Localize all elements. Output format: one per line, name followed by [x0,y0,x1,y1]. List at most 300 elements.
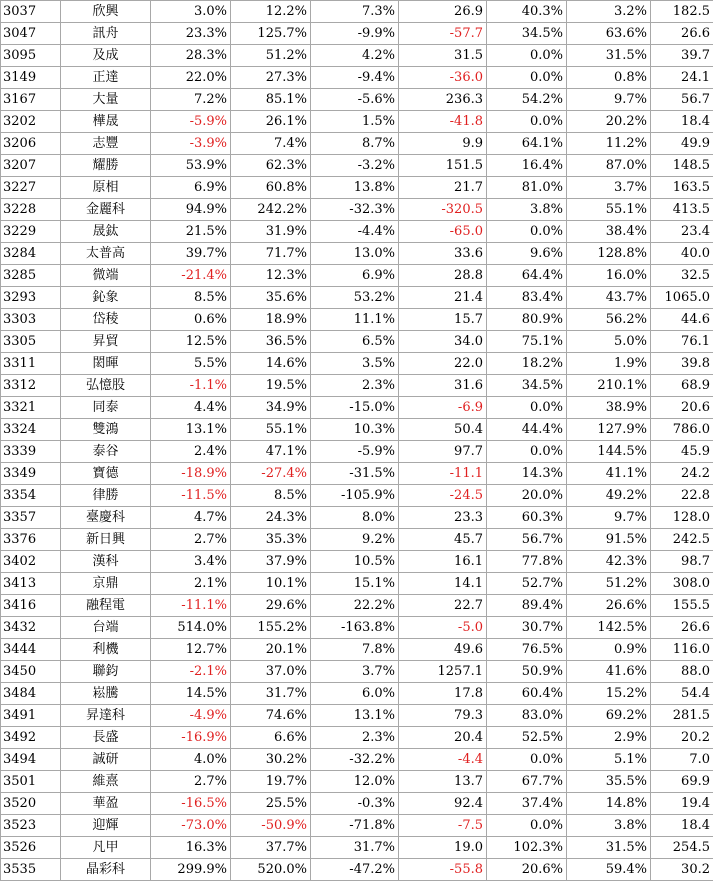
stock-code-cell: 3227 [1,177,61,199]
value-cell-1: -5.9% [151,111,231,133]
value-cell-5: 64.4% [487,265,567,287]
value-cell-1: 6.9% [151,177,231,199]
value-cell-7: 308.0 [651,573,713,595]
stock-name-cell: 寶德 [61,463,151,485]
table-row [1,67,713,89]
stock-code-cell: 3321 [1,397,61,419]
value-cell-6: 43.7% [567,287,651,309]
value-cell-2: 26.1% [231,111,311,133]
value-cell-4: 236.3 [399,89,487,111]
value-cell-4: 9.9 [399,133,487,155]
table-row [1,485,713,507]
value-cell-6: 3.8% [567,815,651,837]
value-cell-6: 26.6% [567,595,651,617]
stock-code-cell: 3207 [1,155,61,177]
stock-code-cell: 3285 [1,265,61,287]
table-row [1,199,713,221]
value-cell-6: 3.7% [567,177,651,199]
value-cell-1: -2.1% [151,661,231,683]
value-cell-6: 14.8% [567,793,651,815]
value-cell-6: 2.9% [567,727,651,749]
stock-code-cell: 3444 [1,639,61,661]
value-cell-6: 3.2% [567,1,651,23]
value-cell-4: 49.6 [399,639,487,661]
value-cell-5: 76.5% [487,639,567,661]
table-row [1,661,713,683]
value-cell-2: 25.5% [231,793,311,815]
value-cell-7: 26.6 [651,617,713,639]
value-cell-3: 53.2% [311,287,399,309]
value-cell-2: -50.9% [231,815,311,837]
value-cell-3: -15.0% [311,397,399,419]
table-row [1,705,713,727]
value-cell-1: 4.0% [151,749,231,771]
value-cell-2: 35.6% [231,287,311,309]
value-cell-4: -7.5 [399,815,487,837]
value-cell-7: 7.0 [651,749,713,771]
value-cell-7: 1065.0 [651,287,713,309]
value-cell-5: 60.4% [487,683,567,705]
value-cell-2: 12.2% [231,1,311,23]
value-cell-4: 20.4 [399,727,487,749]
value-cell-7: 68.9 [651,375,713,397]
value-cell-7: 88.0 [651,661,713,683]
stock-name-cell: 昇達科 [61,705,151,727]
table-row [1,23,713,45]
value-cell-2: 12.3% [231,265,311,287]
stock-name-cell: 欣興 [61,1,151,23]
value-cell-1: 3.4% [151,551,231,573]
value-cell-6: 38.9% [567,397,651,419]
value-cell-5: 89.4% [487,595,567,617]
stock-code-cell: 3535 [1,859,61,881]
value-cell-1: 4.7% [151,507,231,529]
stock-name-cell: 金麗科 [61,199,151,221]
value-cell-2: 35.3% [231,529,311,551]
value-cell-3: -47.2% [311,859,399,881]
value-cell-6: 9.7% [567,507,651,529]
stock-code-cell: 3357 [1,507,61,529]
table-row [1,749,713,771]
value-cell-4: 34.0 [399,331,487,353]
value-cell-5: 34.5% [487,23,567,45]
value-cell-5: 0.0% [487,815,567,837]
value-cell-5: 64.1% [487,133,567,155]
stock-code-cell: 3491 [1,705,61,727]
value-cell-1: 7.2% [151,89,231,111]
value-cell-4: 15.7 [399,309,487,331]
value-cell-1: -21.4% [151,265,231,287]
value-cell-7: 786.0 [651,419,713,441]
value-cell-2: 62.3% [231,155,311,177]
value-cell-5: 50.9% [487,661,567,683]
value-cell-1: 4.4% [151,397,231,419]
table-row [1,595,713,617]
stock-name-cell: 太普高 [61,243,151,265]
value-cell-3: 1.5% [311,111,399,133]
value-cell-2: 60.8% [231,177,311,199]
value-cell-3: 15.1% [311,573,399,595]
stock-code-cell: 3349 [1,463,61,485]
value-cell-6: 41.1% [567,463,651,485]
value-cell-5: 67.7% [487,771,567,793]
value-cell-5: 14.3% [487,463,567,485]
stock-code-cell: 3303 [1,309,61,331]
stock-name-cell: 迎輝 [61,815,151,837]
stock-name-cell: 岱稜 [61,309,151,331]
value-cell-5: 77.8% [487,551,567,573]
value-cell-1: 21.5% [151,221,231,243]
value-cell-7: 49.9 [651,133,713,155]
value-cell-1: 39.7% [151,243,231,265]
stock-name-cell: 晟鈦 [61,221,151,243]
stock-name-cell: 原相 [61,177,151,199]
value-cell-7: 40.0 [651,243,713,265]
stock-code-cell: 3311 [1,353,61,375]
stock-code-cell: 3376 [1,529,61,551]
value-cell-2: 47.1% [231,441,311,463]
value-cell-1: 12.5% [151,331,231,353]
value-cell-5: 56.7% [487,529,567,551]
value-cell-5: 60.3% [487,507,567,529]
value-cell-7: 54.4 [651,683,713,705]
value-cell-3: 2.3% [311,375,399,397]
value-cell-4: 28.8 [399,265,487,287]
value-cell-2: 8.5% [231,485,311,507]
value-cell-4: -55.8 [399,859,487,881]
value-cell-6: 59.4% [567,859,651,881]
value-cell-1: 2.1% [151,573,231,595]
value-cell-4: 1257.1 [399,661,487,683]
table-row [1,353,713,375]
value-cell-4: -24.5 [399,485,487,507]
value-cell-2: 30.2% [231,749,311,771]
value-cell-5: 52.5% [487,727,567,749]
value-cell-3: -3.2% [311,155,399,177]
value-cell-7: 32.5 [651,265,713,287]
value-cell-2: 34.9% [231,397,311,419]
table-row [1,441,713,463]
value-cell-5: 0.0% [487,111,567,133]
value-cell-4: 19.0 [399,837,487,859]
value-cell-6: 11.2% [567,133,651,155]
value-cell-7: 281.5 [651,705,713,727]
value-cell-1: 28.3% [151,45,231,67]
stock-code-cell: 3047 [1,23,61,45]
stock-name-cell: 弘憶股 [61,375,151,397]
value-cell-1: 2.7% [151,529,231,551]
table-row [1,507,713,529]
value-cell-7: 18.4 [651,815,713,837]
value-cell-2: 37.0% [231,661,311,683]
value-cell-4: 50.4 [399,419,487,441]
value-cell-1: 2.4% [151,441,231,463]
value-cell-1: 94.9% [151,199,231,221]
value-cell-6: 142.5% [567,617,651,639]
value-cell-2: 37.9% [231,551,311,573]
stock-name-cell: 誠研 [61,749,151,771]
value-cell-5: 80.9% [487,309,567,331]
value-cell-6: 15.2% [567,683,651,705]
value-cell-7: 44.6 [651,309,713,331]
value-cell-1: -4.9% [151,705,231,727]
value-cell-4: 97.7 [399,441,487,463]
stock-name-cell: 融程電 [61,595,151,617]
value-cell-6: 51.2% [567,573,651,595]
stock-name-cell: 閎暉 [61,353,151,375]
value-cell-5: 16.4% [487,155,567,177]
value-cell-2: 31.9% [231,221,311,243]
value-cell-7: 242.5 [651,529,713,551]
value-cell-3: 10.3% [311,419,399,441]
table-row [1,617,713,639]
value-cell-5: 0.0% [487,397,567,419]
stock-code-cell: 3095 [1,45,61,67]
value-cell-2: 31.7% [231,683,311,705]
value-cell-6: 31.5% [567,45,651,67]
value-cell-5: 0.0% [487,45,567,67]
value-cell-3: 7.8% [311,639,399,661]
stock-name-cell: 昇貿 [61,331,151,353]
stock-name-cell: 及成 [61,45,151,67]
value-cell-4: 79.3 [399,705,487,727]
value-cell-1: 22.0% [151,67,231,89]
value-cell-3: 13.8% [311,177,399,199]
value-cell-3: -9.9% [311,23,399,45]
value-cell-3: -32.2% [311,749,399,771]
stock-code-cell: 3312 [1,375,61,397]
value-cell-3: 13.1% [311,705,399,727]
value-cell-4: 14.1 [399,573,487,595]
value-cell-3: 3.7% [311,661,399,683]
value-cell-5: 83.4% [487,287,567,309]
stock-code-cell: 3228 [1,199,61,221]
value-cell-6: 69.2% [567,705,651,727]
stock-code-cell: 3416 [1,595,61,617]
stock-name-cell: 新日興 [61,529,151,551]
value-cell-6: 31.5% [567,837,651,859]
value-cell-3: 13.0% [311,243,399,265]
value-cell-1: 13.1% [151,419,231,441]
value-cell-6: 144.5% [567,441,651,463]
stock-name-cell: 利機 [61,639,151,661]
value-cell-7: 116.0 [651,639,713,661]
value-cell-7: 20.6 [651,397,713,419]
value-cell-7: 182.5 [651,1,713,23]
value-cell-7: 413.5 [651,199,713,221]
stock-name-cell: 微端 [61,265,151,287]
value-cell-5: 102.3% [487,837,567,859]
value-cell-2: 71.7% [231,243,311,265]
stock-code-cell: 3206 [1,133,61,155]
value-cell-6: 9.7% [567,89,651,111]
value-cell-5: 18.2% [487,353,567,375]
value-cell-6: 0.9% [567,639,651,661]
value-cell-2: 242.2% [231,199,311,221]
value-cell-1: 3.0% [151,1,231,23]
value-cell-5: 44.4% [487,419,567,441]
stock-name-cell: 臺慶科 [61,507,151,529]
value-cell-2: 27.3% [231,67,311,89]
value-cell-2: 37.7% [231,837,311,859]
value-cell-4: 26.9 [399,1,487,23]
table-row [1,287,713,309]
value-cell-7: 76.1 [651,331,713,353]
value-cell-6: 20.2% [567,111,651,133]
value-cell-5: 81.0% [487,177,567,199]
value-cell-1: -16.9% [151,727,231,749]
stock-code-cell: 3293 [1,287,61,309]
table-row [1,89,713,111]
stock-code-cell: 3354 [1,485,61,507]
stock-code-cell: 3523 [1,815,61,837]
table-row [1,221,713,243]
value-cell-7: 20.2 [651,727,713,749]
value-cell-4: 45.7 [399,529,487,551]
table-row [1,111,713,133]
value-cell-3: 6.0% [311,683,399,705]
table-row [1,859,713,881]
stock-name-cell: 大量 [61,89,151,111]
value-cell-4: -320.5 [399,199,487,221]
stock-name-cell: 樺晟 [61,111,151,133]
value-cell-7: 39.7 [651,45,713,67]
stock-code-cell: 3520 [1,793,61,815]
value-cell-3: 9.2% [311,529,399,551]
value-cell-4: 21.7 [399,177,487,199]
value-cell-2: 24.3% [231,507,311,529]
value-cell-3: -31.5% [311,463,399,485]
table-row [1,1,713,23]
table-body [1,1,713,881]
value-cell-4: 92.4 [399,793,487,815]
stock-name-cell: 耀勝 [61,155,151,177]
value-cell-7: 148.5 [651,155,713,177]
stock-name-cell: 律勝 [61,485,151,507]
value-cell-4: -5.0 [399,617,487,639]
stock-code-cell: 3339 [1,441,61,463]
value-cell-6: 210.1% [567,375,651,397]
value-cell-5: 0.0% [487,749,567,771]
value-cell-5: 20.0% [487,485,567,507]
stock-code-cell: 3432 [1,617,61,639]
value-cell-6: 42.3% [567,551,651,573]
value-cell-6: 41.6% [567,661,651,683]
value-cell-6: 56.2% [567,309,651,331]
table-row [1,639,713,661]
value-cell-3: -4.4% [311,221,399,243]
table-row [1,177,713,199]
stock-name-cell: 雙鴻 [61,419,151,441]
table-row [1,573,713,595]
value-cell-5: 0.0% [487,67,567,89]
stock-code-cell: 3284 [1,243,61,265]
value-cell-2: 19.5% [231,375,311,397]
value-cell-1: -11.1% [151,595,231,617]
value-cell-1: 514.0% [151,617,231,639]
table-row [1,727,713,749]
value-cell-4: -4.4 [399,749,487,771]
value-cell-2: 14.6% [231,353,311,375]
value-cell-5: 37.4% [487,793,567,815]
table-row [1,309,713,331]
value-cell-7: 39.8 [651,353,713,375]
value-cell-2: 520.0% [231,859,311,881]
stock-code-cell: 3149 [1,67,61,89]
value-cell-3: 10.5% [311,551,399,573]
value-cell-7: 30.2 [651,859,713,881]
stock-name-cell: 台端 [61,617,151,639]
stock-code-cell: 3305 [1,331,61,353]
value-cell-2: 36.5% [231,331,311,353]
value-cell-6: 5.1% [567,749,651,771]
value-cell-3: -32.3% [311,199,399,221]
value-cell-2: 7.4% [231,133,311,155]
stock-code-cell: 3229 [1,221,61,243]
stock-name-cell: 漢科 [61,551,151,573]
value-cell-4: -6.9 [399,397,487,419]
value-cell-1: -1.1% [151,375,231,397]
value-cell-1: -11.5% [151,485,231,507]
value-cell-3: -0.3% [311,793,399,815]
value-cell-5: 83.0% [487,705,567,727]
value-cell-5: 75.1% [487,331,567,353]
value-cell-2: 74.6% [231,705,311,727]
value-cell-3: -163.8% [311,617,399,639]
table-row [1,551,713,573]
value-cell-4: -57.7 [399,23,487,45]
value-cell-6: 55.1% [567,199,651,221]
stock-name-cell: 訊舟 [61,23,151,45]
table-row [1,155,713,177]
stock-code-cell: 3202 [1,111,61,133]
value-cell-5: 30.7% [487,617,567,639]
value-cell-3: 3.5% [311,353,399,375]
value-cell-4: -41.8 [399,111,487,133]
value-cell-6: 87.0% [567,155,651,177]
table-row [1,529,713,551]
value-cell-3: 12.0% [311,771,399,793]
stock-code-cell: 3413 [1,573,61,595]
value-cell-1: -73.0% [151,815,231,837]
stock-name-cell: 長盛 [61,727,151,749]
value-cell-6: 49.2% [567,485,651,507]
value-cell-7: 56.7 [651,89,713,111]
value-cell-4: 16.1 [399,551,487,573]
table-row [1,463,713,485]
value-cell-6: 63.6% [567,23,651,45]
value-cell-7: 22.8 [651,485,713,507]
value-cell-5: 40.3% [487,1,567,23]
table-row [1,815,713,837]
value-cell-6: 1.9% [567,353,651,375]
value-cell-4: 23.3 [399,507,487,529]
stock-code-cell: 3324 [1,419,61,441]
value-cell-7: 18.4 [651,111,713,133]
table-row [1,45,713,67]
value-cell-6: 128.8% [567,243,651,265]
value-cell-6: 16.0% [567,265,651,287]
stock-code-cell: 3501 [1,771,61,793]
value-cell-5: 54.2% [487,89,567,111]
stock-name-cell: 凡甲 [61,837,151,859]
value-cell-3: 11.1% [311,309,399,331]
table-row [1,243,713,265]
value-cell-7: 24.1 [651,67,713,89]
value-cell-1: 0.6% [151,309,231,331]
stock-name-cell: 維熹 [61,771,151,793]
stock-code-cell: 3167 [1,89,61,111]
